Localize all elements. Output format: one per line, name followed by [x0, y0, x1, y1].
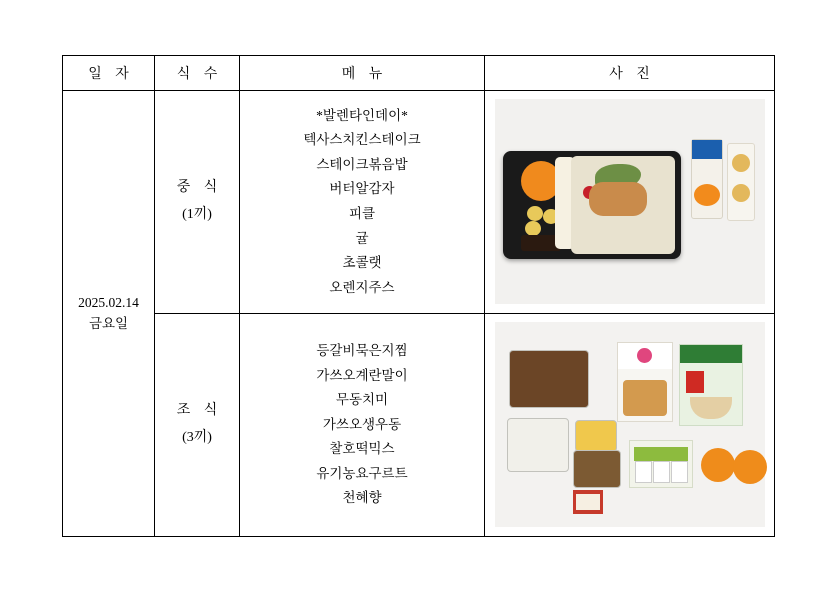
menu-item: 초콜랫	[342, 255, 382, 271]
menu-item: 오렌지주스	[329, 279, 395, 295]
breakfast-photo	[485, 314, 774, 536]
orange-juice-carton	[691, 139, 723, 219]
braised-ribs-container	[509, 350, 589, 408]
organic-yogurt-pack	[629, 440, 693, 488]
menu-item: 가쓰오생우동	[322, 416, 402, 432]
yogurt-bottle	[671, 461, 688, 483]
table-row	[63, 314, 775, 537]
meal-count-cell-lunch	[155, 91, 240, 314]
photo-cell-lunch	[485, 91, 775, 314]
meal-plan-table	[62, 55, 775, 537]
seasoning-pack	[573, 490, 603, 514]
cheonhyehyang-fruit	[733, 450, 767, 484]
radish-dongchimi-container	[507, 418, 569, 472]
menu-item: 가쓰오계란말이	[316, 367, 408, 383]
udon-bowl-photo	[690, 397, 732, 419]
photo-cell-breakfast	[485, 314, 775, 537]
steak-fried-rice	[571, 156, 675, 254]
menu-cell-lunch	[240, 91, 485, 314]
menu-item: 귤	[355, 230, 369, 246]
bento-tray	[503, 151, 681, 259]
meal-label-lunch: 중 식	[176, 180, 223, 196]
hotteok-mix-package	[617, 342, 673, 422]
chocolate-snack-pack	[727, 143, 755, 221]
lunch-photo	[485, 91, 774, 313]
butter-potato	[525, 221, 541, 236]
meal-count-lunch: (1끼)	[182, 207, 212, 222]
table-row	[63, 91, 775, 314]
column-header-meal-count: 식 수	[155, 56, 240, 91]
menu-item: 버터알감자	[329, 181, 395, 197]
side-dish-container	[573, 450, 621, 488]
egg-roll-container	[575, 420, 617, 452]
yogurt-bottle	[653, 461, 670, 483]
date-line-2: 금요일	[88, 315, 129, 331]
butter-potato	[527, 206, 543, 221]
column-header-date: 일 자	[63, 56, 155, 91]
date-line-1: 2025.02.14	[78, 294, 139, 310]
date-cell	[63, 91, 155, 537]
menu-item: *발렌타인데이*	[316, 107, 408, 123]
menu-item: 천혜향	[342, 490, 382, 506]
column-header-menu: 메 뉴	[240, 56, 485, 91]
chocolate-ball	[732, 154, 750, 172]
brand-logo-icon	[637, 348, 652, 363]
menu-item: 텍사스치킨스테이크	[303, 132, 421, 148]
chocolate-ball	[732, 184, 750, 202]
menu-item: 유기농요구르트	[316, 465, 408, 481]
lunch-photo-image	[495, 99, 765, 304]
table-header	[63, 56, 775, 91]
meal-count-cell-breakfast	[155, 314, 240, 537]
package-top-band	[680, 345, 742, 363]
hotteok-photo	[623, 380, 667, 416]
menu-cell-breakfast	[240, 314, 485, 537]
menu-item: 등갈비묵은지찜	[316, 343, 408, 359]
juice-cap	[692, 140, 722, 159]
column-header-photo: 사 진	[485, 56, 775, 91]
meal-count-breakfast: (3끼)	[182, 430, 212, 445]
table-body	[63, 91, 775, 537]
seasoning-pack-label	[576, 494, 600, 510]
yogurt-bottle	[635, 461, 652, 483]
menu-item: 무동치미	[335, 392, 389, 408]
cheonhyehyang-fruit	[701, 448, 735, 482]
menu-item: 찰호떡믹스	[329, 441, 395, 457]
juice-orange-label	[694, 184, 720, 206]
menu-item: 피클	[348, 206, 376, 221]
menu-item: 스테이크볶음밥	[316, 156, 408, 172]
table-header-row	[63, 56, 775, 91]
meal-label-breakfast: 조 식	[176, 403, 223, 419]
yogurt-brand-strip	[634, 447, 688, 461]
breakfast-photo-image	[495, 322, 765, 527]
katsuo-udon-package	[679, 344, 743, 426]
package-red-label	[686, 371, 704, 393]
tomato-garnish	[583, 186, 596, 199]
herb-garnish	[595, 164, 641, 190]
